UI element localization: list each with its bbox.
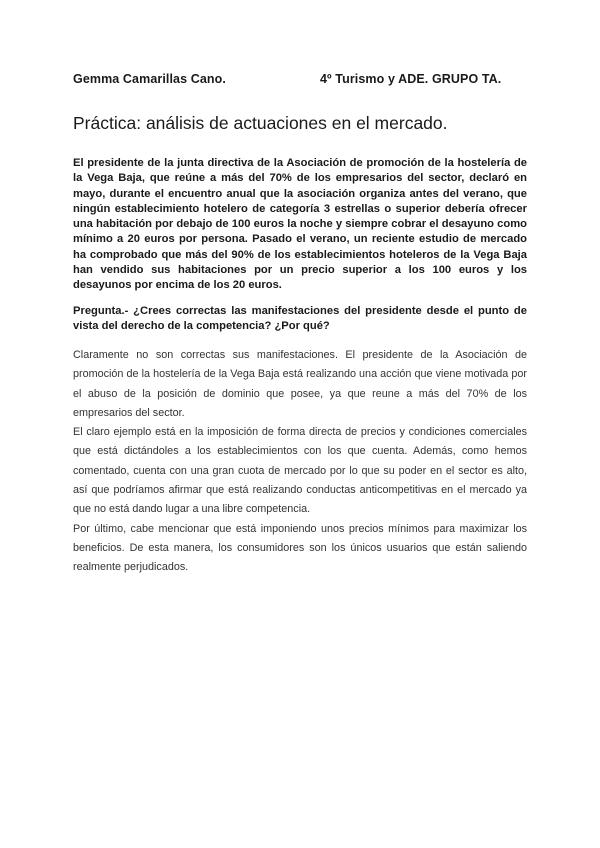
document-title: Práctica: análisis de actuaciones en el mercado. bbox=[73, 113, 448, 133]
answer-paragraph: El claro ejemplo está en la imposición de forma directa de precios y condiciones comerciales que está dictándoles a los establecimientos con los que cuenta. Además, como hemos comentado, cuenta con una gran cuota de mercado por lo que su poder en el sector es alto, así que podríamos afirmar que está realizando conductas anticompetitivas en el mercado ya que no está dando lugar a una libre competencia. bbox=[73, 426, 527, 516]
case-statement: El presidente de la junta directiva de la Asociación de promoción de la hostelería de la Vega Baja, que reúne a más del 70% de los empresarios del sector, declaró en mayo, durante el encuentro anual que la asociación organiza antes del verano, que ningún establecimiento hotelero de categoría 3 estrellas o superior debería ofrecer una habitación por debajo de 100 euros la noche y siempre cobrar el desayuno como mínimo a 20 euros por persona. Pasado el verano, un reciente estudio de mercado ha comprobado que más del 90% de los establecimientos hoteleros de la Vega Baja han vendido sus habitaciones por un precio superior a los 100 euros y los desayunos por encima de los 20 euros. bbox=[73, 157, 527, 292]
question-text: Pregunta.- ¿Crees correctas las manifestaciones del presidente desde el punto de vista del derecho de la competencia? ¿Por qué? bbox=[73, 305, 527, 333]
document-header bbox=[73, 72, 533, 92]
author-name: Gemma Camarillas Cano. bbox=[73, 72, 226, 86]
course-group: 4º Turismo y ADE. GRUPO TA. bbox=[320, 72, 502, 86]
answer-body bbox=[73, 346, 527, 578]
answer-paragraph: Por último, cabe mencionar que está imponiendo unos precios mínimos para maximizar los beneficios. De esta manera, los consumidores son los únicos usuarios que están saliendo realmente perjudicados. bbox=[73, 522, 527, 574]
answer-paragraph: Claramente no son correctas sus manifestaciones. El presidente de la Asociación de promoción de la hostelería de la Vega Baja está realizando una acción que viene motivada por el abuso de la posición de dominio que posee, ya que reune a más del 70% de los empresarios del sector. bbox=[73, 349, 527, 419]
